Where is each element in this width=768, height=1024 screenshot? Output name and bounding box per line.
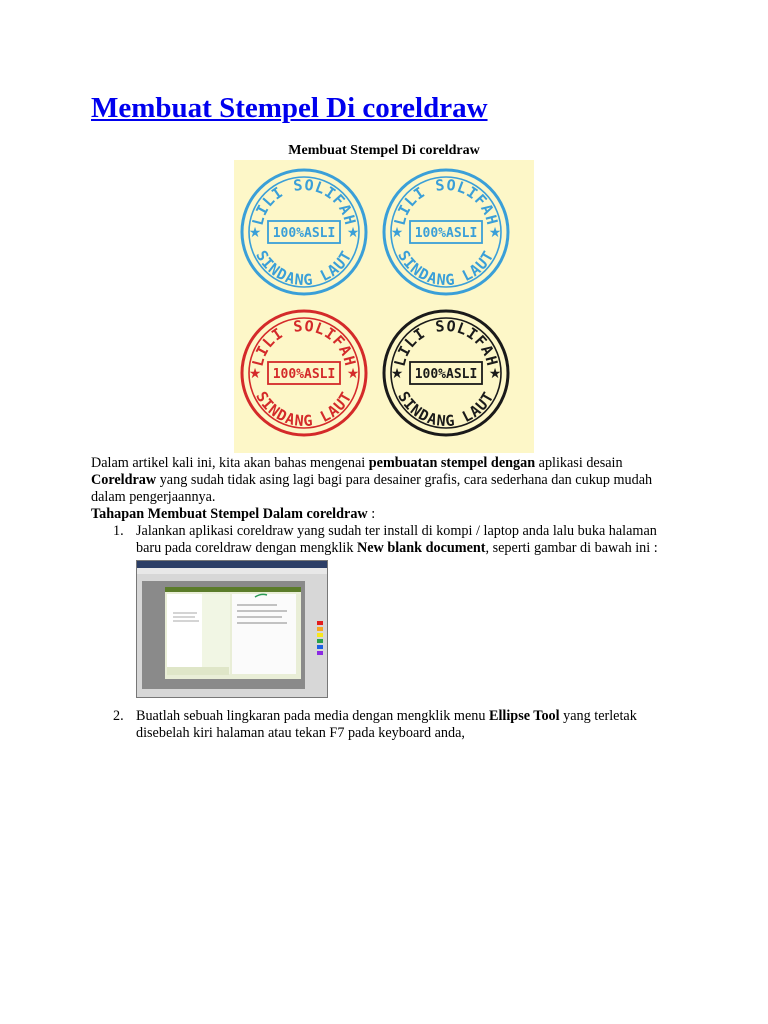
star-icon: ★ bbox=[390, 366, 404, 382]
stamp bbox=[242, 311, 366, 435]
stamp bbox=[384, 311, 508, 435]
stamp-top-text: LILI SOLIFAH bbox=[390, 316, 502, 369]
stamp-bottom-text: SINDANG LAUT bbox=[252, 388, 356, 431]
list-item: 1. Jalankan aplikasi coreldraw yang sudah ter install di kompi / laptop anda lalu buka halaman baru pada coreldraw dengan mengklik New blank document, seperti gambar di bawah ini : bbox=[91, 523, 681, 698]
star-icon: ★ bbox=[488, 366, 502, 382]
coreldraw-screenshot bbox=[136, 560, 328, 698]
stamp bbox=[242, 170, 366, 294]
star-icon: ★ bbox=[248, 366, 262, 382]
star-icon: ★ bbox=[346, 225, 360, 241]
star-icon: ★ bbox=[346, 366, 360, 382]
stamp-top-text: LILI SOLIFAH bbox=[248, 316, 360, 369]
intro-paragraph: Dalam artikel kali ini, kita akan bahas mengenai pembuatan stempel dengan aplikasi desain Coreldraw yang sudah tidak asing lagi bagi para desainer grafis, cara sederhana dan cukup mudah dalam pengerjaannya. bbox=[91, 455, 653, 505]
stamp-bottom-text: SINDANG LAUT bbox=[252, 247, 356, 290]
stamp bbox=[384, 170, 508, 294]
stamp-center-text: 100%ASLI bbox=[414, 226, 478, 241]
stamp-center-text: 100%ASLI bbox=[272, 367, 336, 382]
stamp-center-text: 100%ASLI bbox=[272, 226, 336, 241]
stamps-illustration bbox=[234, 160, 534, 453]
steps-heading: Tahapan Membuat Stempel Dalam coreldraw : bbox=[91, 506, 376, 522]
stamp-center-text: 100%ASLI bbox=[414, 367, 478, 382]
star-icon: ★ bbox=[488, 225, 502, 241]
stamp-figure bbox=[234, 160, 534, 453]
article-body bbox=[91, 455, 681, 742]
page-title bbox=[91, 92, 488, 125]
stamp-bottom-text: SINDANG LAUT bbox=[394, 247, 498, 290]
title-link[interactable]: Membuat Stempel Di coreldraw bbox=[91, 92, 488, 124]
steps-list bbox=[91, 523, 681, 742]
stamp-bottom-text: SINDANG LAUT bbox=[394, 388, 498, 431]
star-icon: ★ bbox=[248, 225, 262, 241]
list-item: 2. Buatlah sebuah lingkaran pada media dengan mengklik menu Ellipse Tool yang terletak disebelah kiri halaman atau tekan F7 pada keyboard anda, bbox=[113, 708, 637, 741]
star-icon: ★ bbox=[390, 225, 404, 241]
figure-caption: Membuat Stempel Di coreldraw bbox=[288, 143, 480, 158]
stamp-top-text: LILI SOLIFAH bbox=[390, 175, 502, 228]
stamp-top-text: LILI SOLIFAH bbox=[248, 175, 360, 228]
